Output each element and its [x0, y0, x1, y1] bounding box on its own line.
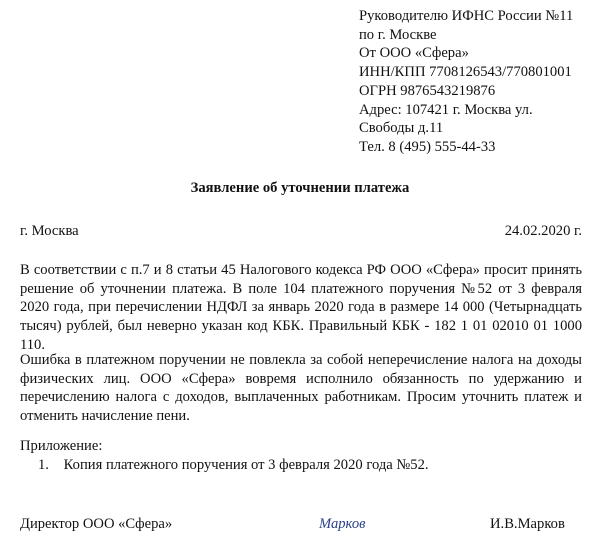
handwritten-signature: Марков [319, 516, 366, 532]
date: 24.02.2020 г. [504, 223, 582, 239]
body-paragraph-2: Ошибка в платежном поручении не повлекла за собой неперечисление налога на доходы физических лиц. ООО «Сфера» вовремя исполнило обязанность по удержанию и перечислению налога с доходов, выплаченных работникам. Просим уточнить платеж и отменить начисление пени. [20, 352, 582, 425]
appendix-item [38, 456, 429, 475]
appendix-label: Приложение: [20, 438, 103, 454]
addressee-line: Тел. 8 (495) 555-44-33 [359, 138, 496, 155]
addressee-line: Руководителю ИФНС России №11 [359, 8, 574, 24]
appendix-item-text: Копия платежного поручения от 3 февраля 2020 года №52. [63, 457, 429, 473]
body-paragraph-1: В соответствии с п.7 и 8 статьи 45 Налогового кодекса РФ ООО «Сфера» просит принять решение об уточнении платежа. В поле 104 платежного поручения №52 от 3 февраля 2020 года, при перечислении НДФЛ за январь 2020 года в размере 14 000 (Четырнадцать тысяч) рублей, был неверно указан код КБК. Правильный КБК - 182 1 01 02010 01 1000 110. [20, 262, 582, 353]
addressee-line: Свободы д.11 [359, 120, 444, 137]
addressee-line: От ООО «Сфера» [359, 45, 469, 62]
addressee-line: ИНН/КПП 7708126543/770801001 [359, 64, 572, 81]
signatory-position: Директор ООО «Сфера» [20, 516, 173, 532]
addressee-block [359, 7, 594, 157]
addressee-line: по г. Москве [359, 26, 437, 43]
appendix-item-number: 1. [38, 457, 49, 473]
document-title: Заявление об уточнении платежа [190, 180, 410, 196]
addressee-line: ОГРН 9876543219876 [359, 82, 496, 99]
addressee-line: Адрес: 107421 г. Москва ул. [359, 101, 533, 118]
signatory-name: И.В.Марков [490, 516, 565, 532]
place: г. Москва [20, 223, 79, 239]
